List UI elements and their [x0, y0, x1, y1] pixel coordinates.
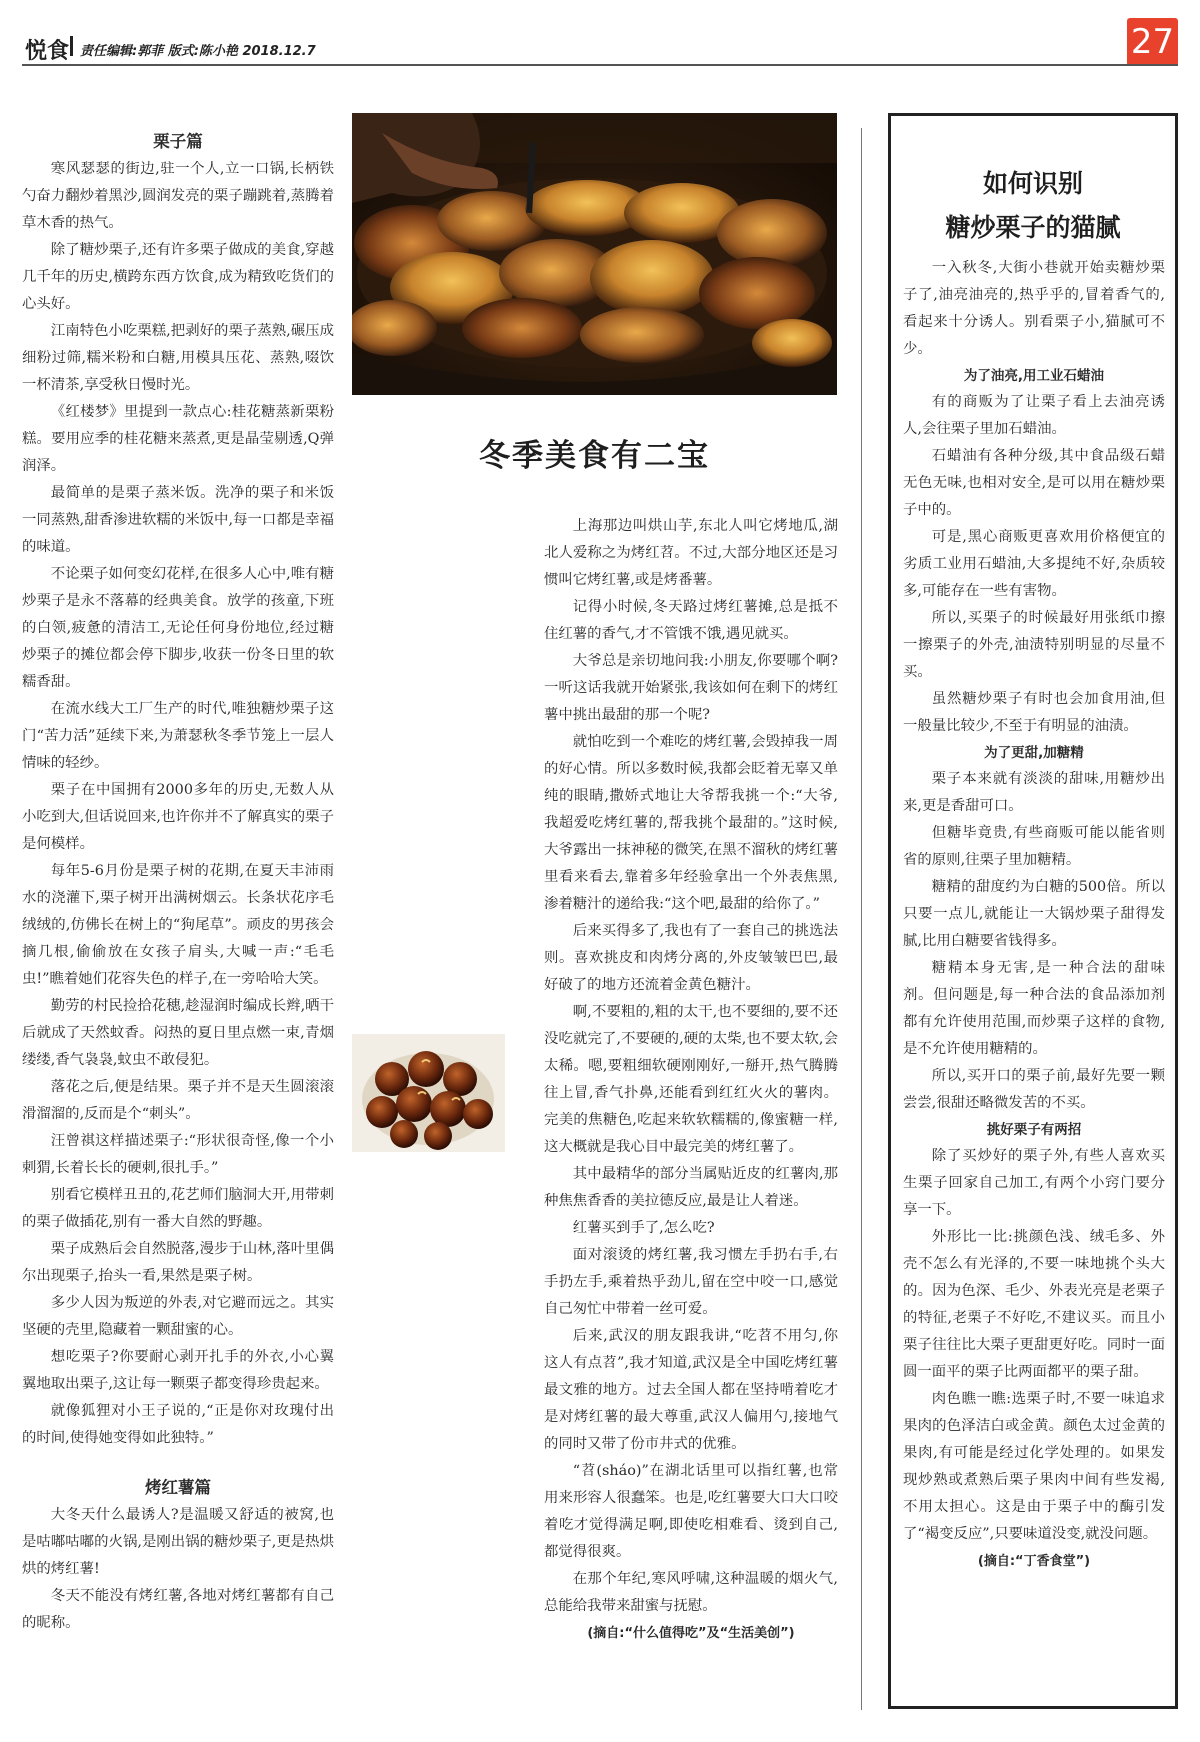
middle-article-column	[544, 513, 838, 1648]
paragraph: 啊,不要粗的,粗的太干,也不要细的,要不还没吃就完了,不要硬的,硬的太柴,也不要太软,会太稀。嗯,要粗细软硬刚刚好,一掰开,热气腾腾往上冒,香气扑鼻,还能看到红红火火的薯肉。完美的焦糖色,吃起来软软糯糯的,像蜜糖一样,这大概就是我心目中最完美的烤红薯了。	[544, 1004, 838, 1155]
main-headline: 冬季美食有二宝	[479, 438, 710, 474]
paragraph: 在那个年纪,寒风呼啸,这种温暖的烟火气,总能给我带来甜蜜与抚慰。	[544, 1571, 838, 1614]
paragraph: “苕(sháo)”在湖北话里可以指红薯,也常用来形容人很蠢笨。也是,吃红薯要大口大口咬着吃才觉得满足啊,即使吃相难看、烫到自己,都觉得很爽。	[544, 1463, 838, 1560]
paragraph: 虽然糖炒栗子有时也会加食用油,但一般量比较少,不至于有明显的油渍。	[903, 691, 1165, 734]
chestnuts-photo	[352, 1034, 505, 1152]
paragraph: 有的商贩为了让栗子看上去油亮诱人,会往栗子里加石蜡油。	[903, 394, 1165, 437]
paragraph: 每年5-6月份是栗子树的花期,在夏天丰沛雨水的浇灌下,栗子树开出满树烟云。长条状花序毛绒绒的,仿佛长在树上的“狗尾草”。顽皮的男孩会摘几根,偷偷放在女孩子肩头,大喊一声:“毛毛虫!”瞧着她们花容失色的样子,在一旁哈哈大笑。	[22, 863, 334, 987]
paragraph: 就像狐狸对小王子说的,“正是你对玫瑰付出的时间,使得她变得如此独特。”	[22, 1403, 334, 1446]
paragraph: 后来,武汉的朋友跟我讲,“吃苕不用匀,你这人有点苕”,我才知道,武汉是全中国吃烤红薯最文雅的地方。过去全国人都在坚持啃着吃才是对烤红薯的最大尊重,武汉人偏用勺,接地气的同时又带了份市井式的优雅。	[544, 1328, 838, 1452]
header-separator	[70, 36, 73, 56]
paragraph: 《红楼梦》里提到一款点心:桂花糖蒸新栗粉糕。要用应季的桂花糖来蒸煮,更是晶莹剔透,Q弹润泽。	[22, 404, 334, 474]
section-name: 悦食	[25, 39, 70, 64]
sidebar-section-heading: 为了油亮,用工业石蜡油	[963, 368, 1105, 384]
paragraph: 汪曾祺这样描述栗子:“形状很奇怪,像一个小刺猬,长着长长的硬刺,很扎手。”	[22, 1133, 334, 1176]
paragraph: 大爷总是亲切地问我:小朋友,你要哪个啊?一听这话我就开始紧张,我该如何在剩下的烤红薯中挑出最甜的那一个呢?	[544, 653, 838, 723]
column-divider	[861, 128, 862, 1710]
roasted-sweet-potato-photo	[352, 113, 837, 395]
paragraph: 上海那边叫烘山芋,东北人叫它烤地瓜,湖北人爱称之为烤红苕。不过,大部分地区还是习惯叫它烤红薯,或是烤番薯。	[544, 518, 838, 588]
header-rule	[22, 64, 1178, 66]
paragraph: 江南特色小吃栗糕,把剥好的栗子蒸熟,碾压成细粉过筛,糯米粉和白糖,用模具压花、蒸熟,啜饮一杯清茶,享受秋日慢时光。	[22, 323, 334, 393]
page-number: 27	[1127, 18, 1178, 66]
page-header	[22, 30, 1178, 64]
sweet-potato-body-intro	[22, 1502, 334, 1637]
paragraph: 想吃栗子?你要耐心剥开扎手的外衣,小心翼翼地取出栗子,这让每一颗栗子都变得珍贵起来。	[22, 1349, 334, 1392]
paragraph: 就怕吃到一个难吃的烤红薯,会毁掉我一周的好心情。所以多数时候,我都会眨着无辜又单纯的眼睛,撒娇式地让大爷帮我挑一个:“大爷,我超爱吃烤红薯的,帮我挑个最甜的。”这时候,大爷露出一抹神秘的微笑,在黑不溜秋的烤红薯里看来看去,靠着多年经验拿出一个外表焦黑,渗着糖汁的递给我:“这个吧,最甜的给你了。”	[544, 734, 838, 912]
left-article-column	[22, 128, 334, 1637]
paragraph: 栗子本来就有淡淡的甜味,用糖炒出来,更是香甜可口。	[903, 771, 1165, 814]
paragraph: 栗子在中国拥有2000多年的历史,无数人从小吃到大,但话说回来,也许你并不了解真实的栗子是何模样。	[22, 782, 334, 852]
paragraph: 肉色瞧一瞧:选栗子时,不要一味追求果肉的色泽洁白或金黄。颜色太过金黄的果肉,有可能是经过化学处理的。如果发现炒熟或煮熟后栗子果肉中间有些发褐,不用太担心。这是由于栗子中的酶引发了“褐变反应”,只要味道没变,就没问题。	[903, 1391, 1165, 1542]
paragraph: 所以,买栗子的时候最好用张纸巾擦一擦栗子的外壳,油渍特别明显的尽量不买。	[903, 610, 1165, 680]
sidebar-title	[888, 162, 1178, 250]
chestnut-body	[22, 156, 334, 1452]
sidebar-source-credit: (摘自:“丁香食堂”)	[977, 1554, 1091, 1569]
paragraph: 冬天不能没有烤红薯,各地对烤红薯都有自己的昵称。	[22, 1588, 334, 1631]
paragraph: 所以,买开口的栗子前,最好先要一颗尝尝,很甜还略微发苦的不买。	[903, 1068, 1165, 1111]
paragraph: 落花之后,便是结果。栗子并不是天生圆滚滚滑溜溜的,反而是个“刺头”。	[22, 1079, 334, 1122]
editor-credits: 责任编辑:郭菲 版式:陈小艳 2018.12.7	[80, 44, 316, 59]
paragraph: 除了糖炒栗子,还有许多栗子做成的美食,穿越几千年的历史,横跨东西方饮食,成为精致吃货们的心头好。	[22, 242, 334, 312]
paragraph: 最简单的是栗子蒸米饭。洗净的栗子和米饭一同蒸熟,甜香渗进软糯的米饭中,每一口都是幸福的味道。	[22, 485, 334, 555]
paragraph: 糖精的甜度约为白糖的500倍。所以只要一点儿,就能让一大锅炒栗子甜得发腻,比用白糖要省钱得多。	[903, 879, 1165, 949]
paragraph: 可是,黑心商贩更喜欢用价格便宜的劣质工业用石蜡油,大多提纯不好,杂质较多,可能存在一些有害物。	[903, 529, 1165, 599]
paragraph: 一入秋冬,大街小巷就开始卖糖炒栗子了,油亮油亮的,热乎乎的,冒着香气的,看起来十分诱人。别看栗子小,猫腻可不少。	[903, 260, 1165, 357]
paragraph: 糖精本身无害,是一种合法的甜味剂。但问题是,每一种合法的食品添加剂都有允许使用范围,而炒栗子这样的食物,是不允许使用糖精的。	[903, 960, 1165, 1057]
paragraph: 但糖毕竟贵,有些商贩可能以能省则省的原则,往栗子里加糖精。	[903, 825, 1165, 868]
middle-source-credit: (摘自:“什么值得吃”及“生活美创”)	[587, 1626, 795, 1641]
paragraph: 后来买得多了,我也有了一套自己的挑选法则。喜欢挑皮和肉烤分离的,外皮皱皱巴巴,最好破了的地方还流着金黄色糖汁。	[544, 923, 838, 993]
paragraph: 多少人因为叛逆的外表,对它避而远之。其实坚硬的壳里,隐藏着一颗甜蜜的心。	[22, 1295, 334, 1338]
sidebar-section-heading: 挑好栗子有两招	[986, 1122, 1082, 1138]
chestnut-section-heading: 栗子篇	[153, 132, 203, 151]
paragraph: 红薯买到手了,怎么吃?	[572, 1220, 715, 1236]
paragraph: 别看它模样丑丑的,花艺师们脑洞大开,用带刺的栗子做插花,别有一番大自然的野趣。	[22, 1187, 334, 1230]
paragraph: 勤劳的村民捡拾花穗,趁湿润时编成长辫,晒干后就成了天然蚊香。闷热的夏日里点燃一束,青烟缕缕,香气袅袅,蚊虫不敢侵犯。	[22, 998, 334, 1068]
paragraph: 记得小时候,冬天路过烤红薯摊,总是抵不住红薯的香气,才不管饿不饿,遇见就买。	[544, 599, 838, 642]
paragraph: 其中最精华的部分当属贴近皮的红薯肉,那种焦焦香香的美拉德反应,最是让人着迷。	[544, 1166, 838, 1209]
paragraph: 栗子成熟后会自然脱落,漫步于山林,落叶里偶尔出现栗子,抬头一看,果然是栗子树。	[22, 1241, 334, 1284]
paragraph: 寒风瑟瑟的街边,驻一个人,立一口锅,长柄铁勺奋力翻炒着黑沙,圆润发亮的栗子蹦跳着,蒸腾着草木香的热气。	[22, 161, 334, 231]
sidebar-body	[903, 255, 1165, 1576]
paragraph: 大冬天什么最诱人?是温暖又舒适的被窝,也是咕嘟咕嘟的火锅,是刚出锅的糖炒栗子,更是热烘烘的烤红薯!	[22, 1507, 334, 1577]
paragraph: 石蜡油有各种分级,其中食品级石蜡无色无味,也相对安全,是可以用在糖炒栗子中的。	[903, 448, 1165, 518]
sidebar-title-line2: 糖炒栗子的猫腻	[945, 213, 1121, 242]
paragraph: 除了买炒好的栗子外,有些人喜欢买生栗子回家自己加工,有两个小窍门要分享一下。	[903, 1148, 1165, 1218]
sidebar-title-line1: 如何识别	[982, 169, 1083, 198]
sidebar-section-heading: 为了更甜,加糖精	[984, 745, 1084, 761]
paragraph: 外形比一比:挑颜色浅、绒毛多、外壳不怎么有光泽的,不要一味地挑个头大的。因为色深、毛少、外表光亮是老栗子的特征,老栗子不好吃,不建议买。而且小栗子往往比大栗子更甜更好吃。同时一面圆一面平的栗子比两面都平的栗子甜。	[903, 1229, 1165, 1380]
paragraph: 在流水线大工厂生产的时代,唯独糖炒栗子这门“苦力活”延续下来,为萧瑟秋冬季节笼上一层人情味的轻纱。	[22, 701, 334, 771]
paragraph: 面对滚烫的烤红薯,我习惯左手扔右手,右手扔左手,乘着热乎劲儿,留在空中咬一口,感觉自己匆忙中带着一丝可爱。	[544, 1247, 838, 1317]
paragraph: 不论栗子如何变幻花样,在很多人心中,唯有糖炒栗子是永不落幕的经典美食。放学的孩童,下班的白领,疲惫的清洁工,无论任何身份地位,经过糖炒栗子的摊位都会停下脚步,收获一份冬日里的软糯香甜。	[22, 566, 334, 690]
sweet-potato-section-heading: 烤红薯篇	[145, 1478, 211, 1497]
